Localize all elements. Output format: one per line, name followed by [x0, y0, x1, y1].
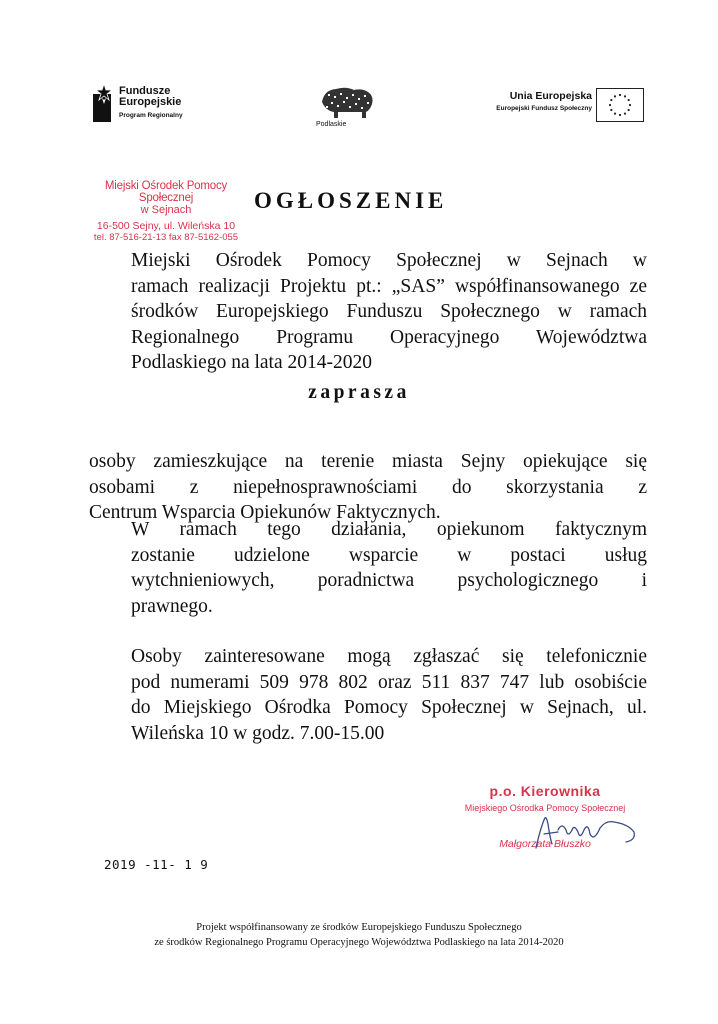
p3-line: zostanie udzielone wsparcie w postaci usług: [131, 544, 647, 566]
p4-line: pod numerami 509 978 802 oraz 511 837 747 lub osobiście: [131, 671, 647, 693]
signature-institution: Miejskiego Ośrodka Pomocy Społecznej: [464, 803, 626, 813]
p2-line: osoby zamieszkujące na terenie miasta Sejny opiekujące się: [89, 451, 647, 472]
p3-line: prawnego.: [131, 595, 213, 617]
paragraph-contact: [89, 644, 647, 746]
stamp-line1: Miejski Ośrodek Pomocy Społecznej: [104, 180, 228, 204]
podlaskie-logo: [316, 84, 378, 132]
stamp-line2: w Sejnach: [140, 204, 192, 216]
eu-star: [614, 113, 616, 115]
eu-star: [619, 114, 621, 116]
podlaskie-label: Podlaskie: [316, 121, 347, 128]
p2-line: osobami z niepełnosprawnościami do skorzystania z: [89, 476, 647, 498]
footer: [0, 920, 718, 950]
date-stamp: 2019 -11- 1 9: [104, 857, 209, 872]
p3-line: wytchnieniowych, poradnictwa psychologicznego i: [131, 570, 647, 591]
paragraph-audience: [89, 449, 647, 526]
p1-line: Miejski Ośrodek Pomocy Społecznej w Sejnach w: [131, 250, 647, 271]
eu-star: [624, 113, 626, 115]
handwritten-signature: [510, 810, 650, 855]
p1-line: Regionalnego Programu Operacyjnego Województwa: [131, 326, 647, 348]
p4-line: do Miejskiego Ośrodka Pomocy Społecznej w Sejnach, ul.: [131, 697, 647, 718]
fundusze-line1: Fundusze: [119, 85, 171, 97]
fundusze-star-icon: [93, 84, 115, 122]
unia-europejska-logo: [496, 86, 648, 122]
eu-star: [624, 95, 626, 97]
footer-line2: ze środków Regionalnego Programu Operacyjnego Województwa Podlaskiego na lata 2014-2020: [154, 937, 564, 948]
paragraph-intro: [89, 248, 647, 376]
bison-icon: [316, 84, 378, 120]
paragraph-support: [89, 517, 647, 619]
footer-line1: Projekt współfinansowany ze środków Europejskiego Funduszu Społecznego: [196, 922, 522, 933]
eu-flag-icon: [596, 88, 644, 122]
eu-star: [610, 99, 612, 101]
institution-stamp: [80, 180, 252, 243]
eu-star: [629, 104, 631, 106]
eu-star: [614, 95, 616, 97]
p2-line: Centrum Wsparcia Opiekunów Faktycznych.: [89, 502, 441, 523]
page-title: OGŁOSZENIE: [254, 188, 448, 213]
eu-star: [628, 99, 630, 101]
stamp-line4: tel. 87-516-21-13 fax 87-5162-055: [93, 232, 239, 243]
eu-star: [628, 109, 630, 111]
p1-line: środków Europejskiego Funduszu Społecznego w ramach: [131, 301, 647, 322]
eu-star: [619, 94, 621, 96]
p4-line: Osoby zainteresowane mogą zgłaszać się telefonicznie: [131, 646, 647, 667]
eu-line1: Unia Europejska: [509, 90, 592, 102]
signature-title: p.o. Kierownika: [489, 783, 601, 799]
fundusze-line2: Europejskie: [119, 96, 182, 108]
p1-line: Podlaskiego na lata 2014-2020: [131, 352, 372, 373]
invite-heading: zaprasza: [308, 382, 410, 403]
p4-line: Wileńska 10 w godz. 7.00-15.00: [131, 722, 385, 744]
p3-line: W ramach tego działania, opiekunom faktycznym: [131, 519, 647, 540]
fundusze-europejskie-logo: [93, 84, 213, 130]
eu-star: [610, 109, 612, 111]
signature-name: Małgorzata Błuszko: [499, 838, 591, 850]
stamp-line3: 16-500 Sejny, ul. Wileńska 10: [96, 220, 236, 232]
p1-line: ramach realizacji Projektu pt.: „SAS” współfinansowanego ze: [131, 275, 647, 297]
eu-line2: Europejski Fundusz Społeczny: [496, 105, 592, 112]
fundusze-line3: Program Regionalny: [119, 112, 183, 119]
eu-star: [609, 104, 611, 106]
